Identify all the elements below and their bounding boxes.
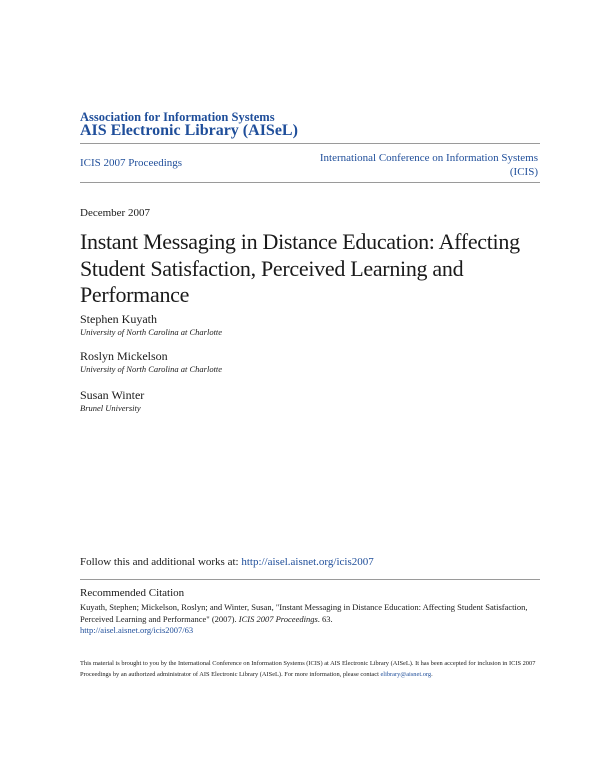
publication-date: December 2007: [80, 207, 150, 219]
citation-body: Kuyath, Stephen; Mickelson, Roslyn; and Winter, Susan, "Instant Messaging in Distance Education: Affecting Student Satisfaction, Perceived Learning and Performance" (2007).: [80, 602, 528, 624]
header-bottom-divider: [80, 182, 540, 183]
follow-line: [80, 556, 374, 568]
follow-link[interactable]: http://aisel.aisnet.org/icis2007: [241, 556, 374, 568]
footer-notice: [80, 659, 545, 680]
author-affiliation: Brunel University: [80, 403, 141, 413]
proceedings-link[interactable]: ICIS 2007 Proceedings: [80, 157, 183, 169]
footer-text: This material is brought to you by the International Conference on Information Systems (ICIS) at AIS Electronic Library (AISeL). It has been accepted for inclusion in ICIS 2007 Proceedings by an authorized administrator of AIS Electronic Library (AISeL). For more information, please contact: [80, 660, 536, 678]
library-name[interactable]: AIS Electronic Library (AISeL): [80, 122, 298, 139]
organization-name[interactable]: Association for Information Systems: [80, 110, 275, 124]
follow-text: Follow this and additional works at:: [80, 556, 242, 568]
conference-line-2: (ICIS): [509, 166, 538, 178]
author-name: Roslyn Mickelson: [80, 349, 168, 363]
citation-text: [80, 602, 545, 637]
citation-end: . 63.: [317, 613, 333, 624]
author-block: [80, 312, 222, 337]
author-affiliation: University of North Carolina at Charlotte: [80, 327, 223, 337]
author-name: Susan Winter: [80, 388, 145, 402]
author-block: [80, 388, 144, 413]
citation-heading: Recommended Citation: [80, 587, 185, 599]
author-name: Stephen Kuyath: [80, 312, 157, 326]
conference-link[interactable]: [298, 151, 538, 179]
author-block: [80, 349, 222, 374]
footer-end: .: [431, 670, 433, 678]
citation-link[interactable]: http://aisel.aisnet.org/icis2007/63: [80, 625, 194, 635]
paper-title: Instant Messaging in Distance Education: Affecting Student Satisfaction, Perceived Learning and Performance: [80, 229, 520, 307]
author-affiliation: University of North Carolina at Charlotte: [80, 364, 223, 374]
conference-line-1: International Conference on Information Systems: [319, 152, 538, 164]
citation-journal: ICIS 2007 Proceedings: [238, 613, 318, 624]
contact-email-link[interactable]: elibrary@aisnet.org: [380, 670, 432, 678]
citation-divider: [80, 579, 540, 580]
header-top-divider: [80, 143, 540, 144]
